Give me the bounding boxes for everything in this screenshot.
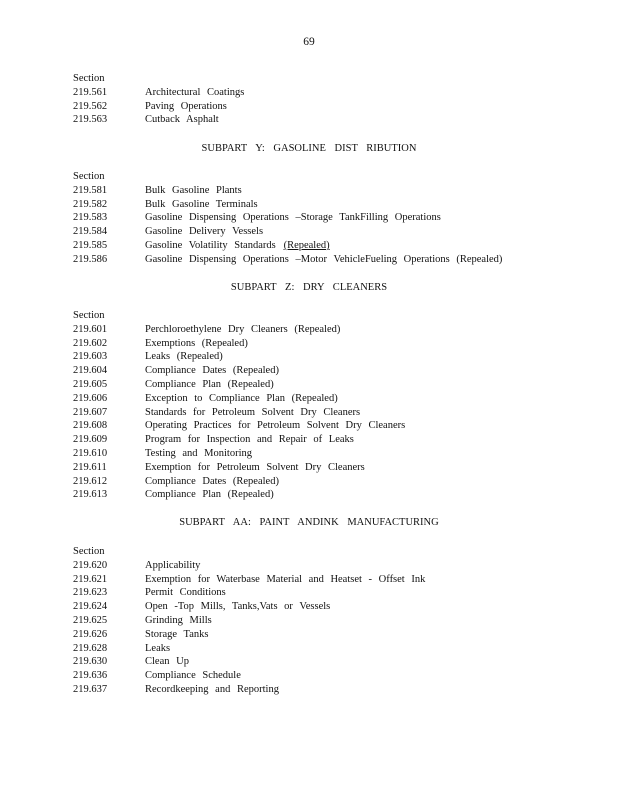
list-item [73,475,573,489]
list-item [73,184,573,198]
list-item [73,406,573,420]
section-number: 219.625 [73,614,108,626]
section-number: 219.609 [73,434,108,446]
section-title: Compliance Dates (Repealed) [145,365,279,377]
section-number: 219.611 [73,461,107,473]
section-title: Compliance Plan (Repealed) [145,489,274,501]
section-number: 219.628 [73,642,108,654]
list-item [73,628,573,642]
list-item [73,211,573,225]
subpart-heading-z: SUBPART Z: DRY CLEANERS [230,282,388,293]
list-item [73,113,573,127]
section-number: 219.613 [73,489,108,501]
list-item [73,683,573,697]
list-item [73,488,573,502]
repealed-note: (Repealed) [283,239,330,251]
section-title: Storage Tanks [145,628,209,640]
section-title: Clean Up [145,656,189,668]
section-number: 219.605 [73,378,108,390]
section-number: 219.586 [73,253,108,265]
section-title: Grinding Mills [145,614,212,626]
section-title: Compliance Schedule [145,670,241,682]
section-number: 219.620 [73,559,108,571]
list-item [73,239,573,253]
list-item [73,559,573,573]
section-list-subpart-aa [73,545,573,697]
section-number: 219.602 [73,337,108,349]
section-title: Cutback Asphalt [145,114,219,126]
section-title: Exemption for Waterbase Material and Heatset - Offset Ink [145,573,426,585]
section-number: 219.607 [73,406,108,418]
section-title: Bulk Gasoline Plants [145,184,242,196]
section-number: 219.581 [73,184,108,196]
section-title: Exception to Compliance Plan (Repealed) [145,392,338,404]
section-number: 219.562 [73,100,108,112]
section-label: Section [73,171,105,182]
list-item [73,655,573,669]
list-item [73,350,573,364]
section-title: Applicability [145,559,201,571]
list-item [73,100,573,114]
section-title: Architectural Coatings [145,86,245,98]
section-title: Open -Top Mills, Tanks,Vats or Vessels [145,601,331,613]
section-label: Section [73,310,105,321]
section-number: 219.582 [73,198,108,210]
section-number: 219.608 [73,420,108,432]
subpart-heading-aa: SUBPART AA: PAINT ANDINK MANUFACTURING [179,517,439,528]
list-item [73,364,573,378]
section-title: Leaks [145,642,171,654]
section-number: 219.624 [73,601,108,613]
section-title: Exemption for Petroleum Solvent Dry Cleaners [145,461,365,473]
section-list-subpart-y [73,170,573,267]
list-item [73,198,573,212]
list-item [73,586,573,600]
section-title: Leaks (Repealed) [145,351,223,363]
list-item [73,392,573,406]
section-number: 219.621 [73,573,108,585]
section-title: Perchloroethylene Dry Cleaners (Repealed) [145,323,341,335]
section-label: Section [73,546,105,557]
page-number: 69 [303,36,315,48]
section-number: 219.610 [73,447,108,459]
section-title: Compliance Plan (Repealed) [145,378,274,390]
subpart-heading-y: SUBPART Y: GASOLINE DIST RIBUTION [201,143,417,154]
list-item [73,669,573,683]
section-title: Recordkeeping and Reporting [145,683,279,695]
list-item [73,614,573,628]
section-title: Compliance Dates (Repealed) [145,475,279,487]
section-number: 219.623 [73,587,108,599]
section-number: 219.561 [73,86,108,98]
section-title: Testing and Monitoring [145,447,253,459]
section-number: 219.601 [73,323,108,335]
list-item [73,573,573,587]
section-number: 219.636 [73,670,108,682]
list-item [73,86,573,100]
section-number: 219.606 [73,392,108,404]
section-number: 219.604 [73,365,108,377]
list-item [73,337,573,351]
section-title: Exemptions (Repealed) [145,337,248,349]
section-title: Operating Practices for Petroleum Solvent Dry Cleaners [145,420,406,432]
section-number: 219.584 [73,226,108,238]
section-title: Bulk Gasoline Terminals [145,198,258,210]
list-item [73,447,573,461]
list-item [73,600,573,614]
section-number: 219.626 [73,628,108,640]
section-label: Section [73,73,105,84]
section-number: 219.637 [73,683,108,695]
list-item [73,323,573,337]
section-title: Paving Operations [145,100,227,112]
section-list-subpart-z [73,309,573,502]
section-number: 219.630 [73,656,108,668]
list-item [73,225,573,239]
section-title: Permit Conditions [145,587,226,599]
list-item [73,461,573,475]
section-title: Standards for Petroleum Solvent Dry Cleaners [145,406,361,418]
section-number: 219.585 [73,239,108,251]
list-item [73,433,573,447]
list-item [73,419,573,433]
section-number: 219.603 [73,351,108,363]
section-title: Gasoline Delivery Vessels [145,226,264,238]
list-item [73,253,573,267]
list-item [73,378,573,392]
list-item [73,642,573,656]
section-title: Gasoline Volatility Standards [145,239,276,251]
section-number: 219.583 [73,212,108,224]
section-number: 219.612 [73,475,108,487]
section-list-general [73,72,573,127]
section-title: Gasoline Dispensing Operations –Storage TankFilling Operations [145,212,441,224]
section-title: Gasoline Dispensing Operations –Motor VehicleFueling Operations (Repealed) [145,253,503,265]
section-number: 219.563 [73,114,108,126]
section-title: Program for Inspection and Repair of Leaks [145,434,354,446]
